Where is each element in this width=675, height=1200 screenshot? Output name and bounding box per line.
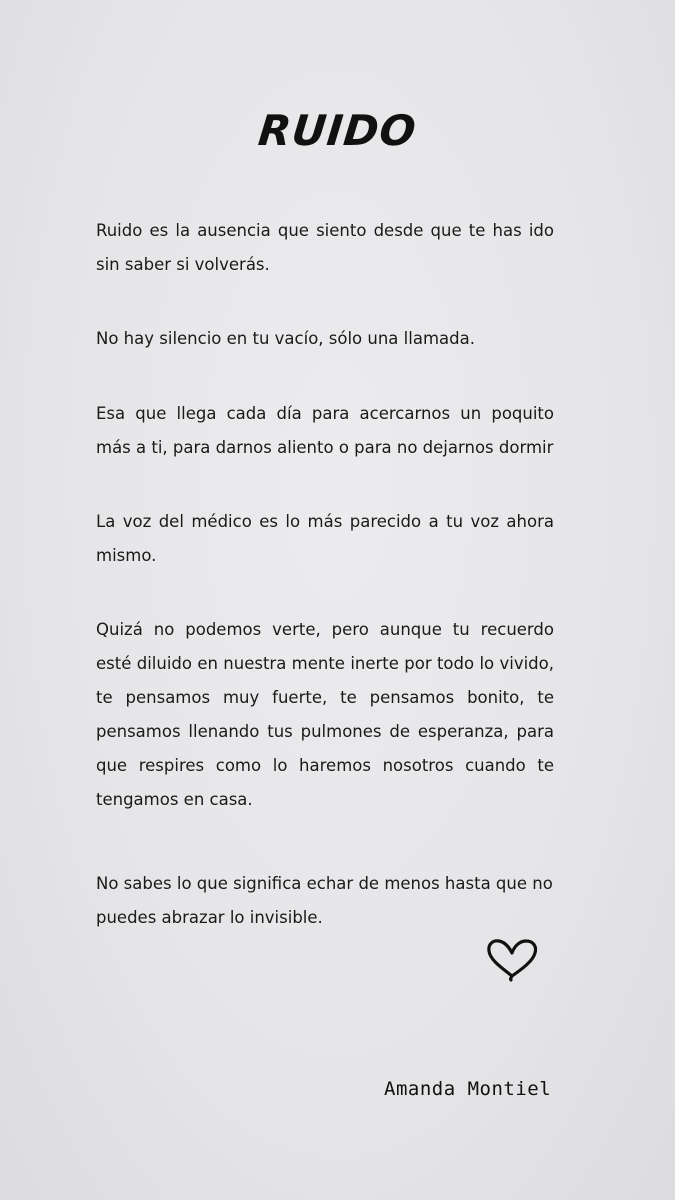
poem-paragraph-5: Quizá no podemos verte, pero aunque tu recuerdo esté diluido en nuestra mente inerte por todo lo vivido, te pensamos muy fuerte, te pensamos bonito, te pensamos llenando tus pulmones de esperanza, para que respires como lo haremos nosotros cuando te tengamos en casa. bbox=[96, 620, 554, 809]
heart-icon bbox=[484, 936, 540, 982]
author-signature: Amanda Montiel bbox=[384, 1078, 552, 1100]
poem-paragraph-6: No sabes lo que significa echar de menos hasta que no puedes abrazar lo invisible. bbox=[96, 874, 553, 927]
poem-paragraph-1: Ruido es la ausencia que siento desde que te has ido sin saber si volverás. bbox=[96, 221, 554, 274]
poem-title: RUIDO bbox=[256, 106, 419, 155]
poem-paragraph-3: Esa que llega cada día para acercarnos un poquito más a ti, para darnos aliento o para no dejarnos dormir bbox=[96, 404, 554, 457]
poem-paragraph-4: La voz del médico es lo más parecido a tu voz ahora mismo. bbox=[96, 512, 554, 565]
poem-paragraph-2: No hay silencio en tu vacío, sólo una llamada. bbox=[96, 329, 475, 348]
